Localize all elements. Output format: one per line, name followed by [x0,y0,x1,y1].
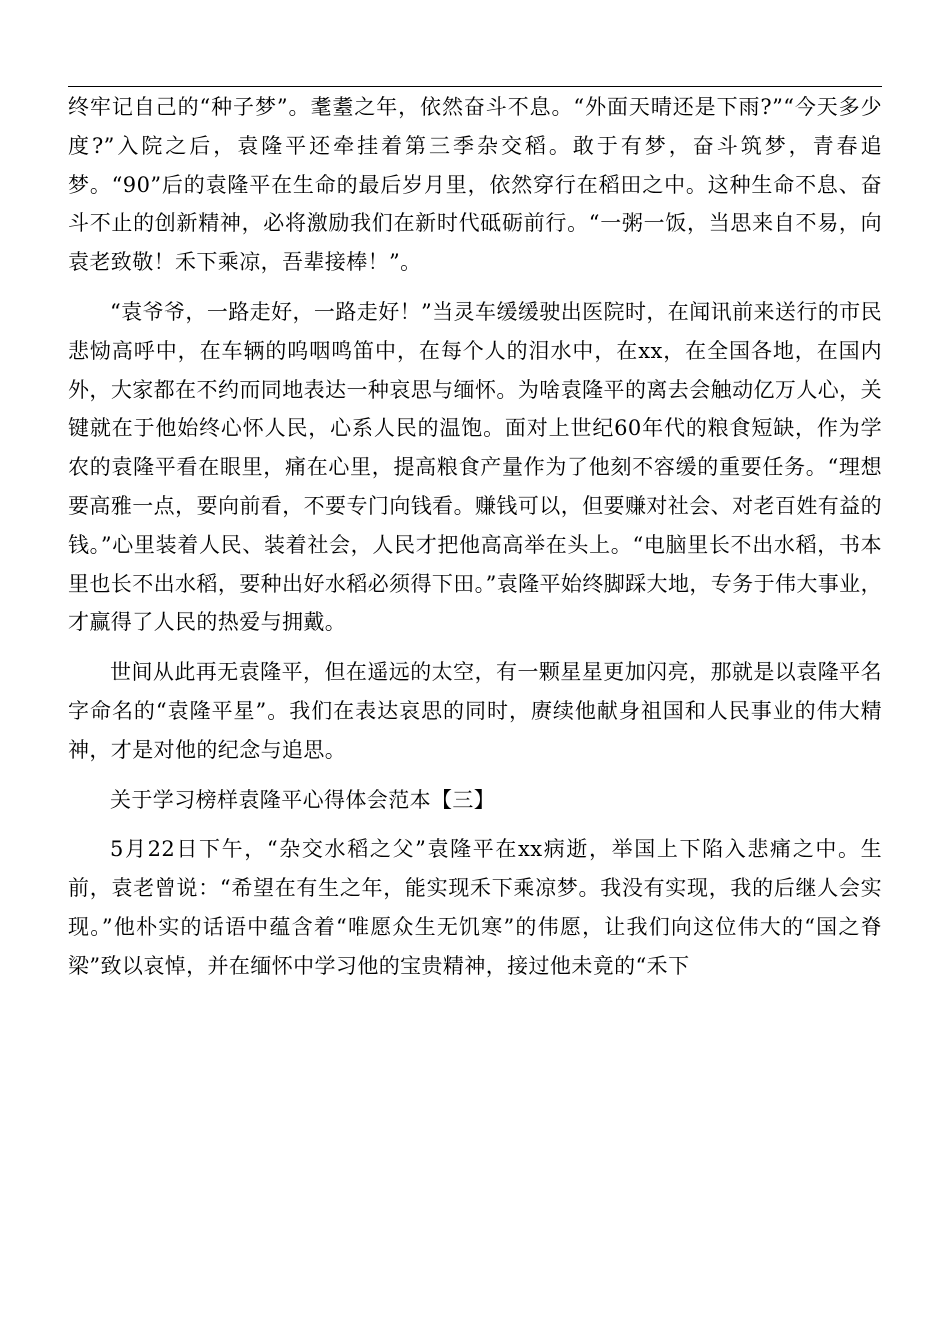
section-heading: 关于学习榜样袁隆平心得体会范本【三】 [110,787,496,812]
paragraph-continuation: 终牢记自己的“种子梦”。耄耋之年，依然奋斗不息。“外面天晴还是下雨?”“今天多少度?”入院之后，袁隆平还牵挂着第三季杂交稻。敢于有梦，奋斗筑梦，青春追梦。“90”后的袁隆平在生命的最后岁月里，依然穿行在稻田之中。这种生命不息、奋斗不止的创新精神，必将激励我们在新时代砥砺前行。“一粥一饭，当思来自不易，向袁老致敬！禾下乘凉，吾辈接棒！”。 [68,95,882,275]
paragraph-section-three: 5月22日下午，“杂交水稻之父”袁隆平在xx病逝，举国上下陷入悲痛之中。生前，袁老曾说：“希望在有生之年，能实现禾下乘凉梦。我没有实现，我的后继人会实现。”他朴实的话语中蕴含着“唯愿众生无饥寒”的伟愿，让我们向这位伟大的“国之脊梁”致以哀悼，并在缅怀中学习他的宝贵精神，接过他未竟的“禾下 [68,837,882,978]
document-body [68,86,882,986]
paragraph-star: 世间从此再无袁隆平，但在遥远的太空，有一颗星星更加闪亮，那就是以袁隆平名字命名的“袁隆平星”。我们在表达哀思的同时，赓续他献身祖国和人民事业的伟大精神，才是对他的纪念与追思。 [68,660,882,762]
paragraph-farewell: “袁爷爷，一路走好，一路走好！”当灵车缓缓驶出医院时，在闻讯前来送行的市民悲恸高呼中，在车辆的呜咽鸣笛中，在每个人的泪水中，在xx，在全国各地，在国内外，大家都在不约而同地表达一种哀思与缅怀。为啥袁隆平的离去会触动亿万人心，关键就在于他始终心怀人民，心系人民的温饱。面对上世纪60年代的粮食短缺，作为学农的袁隆平看在眼里，痛在心里，提高粮食产量作为了他刻不容缓的重要任务。“理想要高雅一点，要向前看，不要专门向钱看。赚钱可以，但要赚对社会、对老百姓有益的钱。”心里装着人民、装着社会，人民才把他高高举在头上。“电脑里长不出水稻，书本里也长不出水稻，要种出好水稻必须得下田。”袁隆平始终脚踩大地，专务于伟大事业，才赢得了人民的热爱与拥戴。 [68,299,882,635]
